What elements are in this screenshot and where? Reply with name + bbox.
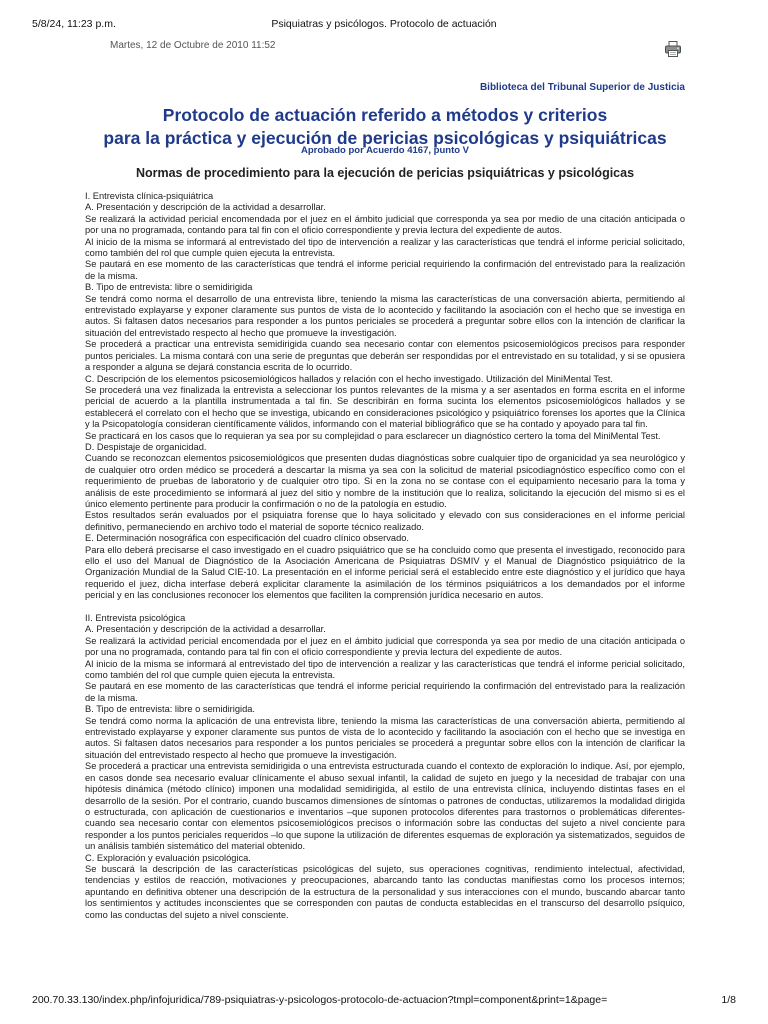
paragraph: Se tendrá como norma el desarrollo de una entrevista libre, teniendo la misma las características de una conversación abierta, permitiendo al entrevistado explayarse y exponer claramente sus puntos de vista de lo acontecido y facilitando la asociación con el hecho que se investiga en autos. Si faltasen datos necesarios para responder a los puntos periciales se procederá a preguntar sobre ellos con la intención de clarificar la situación del entrevistado respecto al hecho que promueve la investigación. [85,293,685,338]
printer-icon[interactable] [664,40,682,58]
page-title [85,104,685,150]
browser-print-header [0,0,768,36]
print-page-number: 1/8 [721,994,736,1006]
article-body [85,191,685,983]
paragraph: C. Exploración y evaluación psicológica. [85,852,251,863]
paragraph: Cuando se reconozcan elementos psicosemiológicos que presenten dudas diagnósticas sobre cualquier tipo de organicidad ya sea neurológico y de cualquier otro orden médico se procederá a descartar la misma ya sea con la solicitud de material psicodiagnóstico específico como con el requerimiento de pruebas de laboratorio y de cualquier otro tipo. Si en la zona no se contase con el equipamiento necesario para la toma y análisis de este procedimiento se informará al juez del sitio y nombre de la institución que lo realiza, solicitando la ejecución del mismo si es el único elemento pertinente para producir la confirmación o no de la patología en estudio. [85,453,685,509]
title-line-2: para la práctica y ejecución de pericias psicológicas y psiquiátricas [103,128,667,148]
paragraph: D. Despistaje de organicidad. [85,441,207,452]
print-url: 200.70.33.130/index.php/infojuridica/789-psiquiatras-y-psicologos-protocolo-de-actuacion?tmpl=component&print=1&page= [32,994,608,1006]
paragraph: B. Tipo de entrevista: libre o semidirigida [85,282,253,293]
paragraph: Se procederá a practicar una entrevista semidirigida o una entrevista estructurada cuando el contexto de exploración lo indique. Así, por ejemplo, en casos donde sea necesario evaluar clínicamente el abuso sexual infantil, la calidad de sujeto en juego y la necesidad de trabajar con una hipótesis dinámica (método clínico) imponen una modalidad semidirigida, al estilo de una entrevista clínica, incluyendo distintas fases en el desarrollo de la sesión. Por el contrario, cuando buscamos dimensiones de síntomas o patrones de conductas, utilizaremos la modalidad dirigida o estructurada, con aplicación de cuestionarios e inventarios –que suponen protocolos diferentes para trastornos o problemáticas diferentes- cuando sea necesario contar con elementos psicosemiológicos precisos o información sobre las conductas del sujeto a nivel conciente para responder a los puntos periciales requeridos –lo que supone la utilización de diferentes esquemas de exploración ya sistematizados, seguidos de un análisis también sistemático del material obtenido. [85,761,685,852]
paragraph: Para ello deberá precisarse el caso investigado en el cuadro psiquiátrico que se ha concluido como que presenta el investigado, reconocido para ello el uso del Manual de Diagnóstico de la Asociación Americana de Psiquiatras DSMIV y el Manual de Diagnóstico psiquiátrico de la Organización Mundial de la Salud CIE-10. La presentación en el informe pericial será el establecido entre este diagnóstico y el jurídico que haya requerido el juez, dicha interfase deberá explicitar claramente la asimilación de los términos psiquiátricos a los demandados por el informe pericial y en las conclusiones reconocer los elementos que faciliten la comprensión jurídica necesario en autos. [85,544,685,601]
paragraph: B. Tipo de entrevista: libre o semidirigida. [85,704,256,715]
article-date: Martes, 12 de Octubre de 2010 11:52 [110,40,276,51]
paragraph: Se procederá una vez finalizada la entrevista a seleccionar los puntos relevantes de la misma y a ser asentados en forma escrita en el informe pericial de acuerdo a la plantilla instrumentada a tal fin. Se describirán en forma sucinta los elementos psicosemiológicos hallados y se establecerá el correlato con el hecho que se investiga, ubicando en consideraciones psicológico y psiquiátrico forenses los aportes que la Clínica y la Psicopatología consideran científicamente válidos, informando con el material bibliográfico que se ha contado y apoyado para tal fin. [85,384,685,430]
paragraph: Al inicio de la misma se informará al entrevistado del tipo de intervención a realizar y las características que tendrá el informe pericial solicitado, como también del rol que cumple quien ejecuta la entrevista. [85,236,685,259]
paragraph: I. Entrevista clínica-psiquiátrica [85,191,214,201]
paragraph: Se pautará en ese momento de las características que tendrá el informe pericial requiriendo la confirmación del entrevistado para la realización de la misma. [85,259,685,281]
paragraph: Estos resultados serán evaluados por el psiquiatra forense que lo haya solicitado y elevado con sus consideraciones en el informe pericial definitivo, permaneciendo en archivo todo el material de soporte técnico realizado. [85,510,685,532]
print-page-title: Psiquiatras y psicólogos. Protocolo de actuación [271,18,497,30]
paragraph: Se pautará en ese momento de las características que tendrá el informe pericial requiriendo la confirmación del entrevistado para la realización de la misma. [85,681,685,703]
paragraph: Se practicará en los casos que lo requieran ya sea por su complejidad o para esclarecer un diagnóstico certero la toma del MiniMental Test. [85,430,661,441]
paragraph: Al inicio de la misma se informará al entrevistado del tipo de intervención a realizar y las características que tendrá el informe pericial solicitado, como también del rol que cumple quien ejecuta la entrevista. [85,658,685,681]
paragraph: Se realizará la actividad pericial encomendada por el juez en el ámbito judicial que corresponda ya sea por medio de una citación anticipada o por una no programada, contando para tal fin con el oficio correspondiente y previa lectura del expediente de autos. [85,213,685,236]
paragraph: A. Presentación y descripción de la actividad a desarrollar. [85,202,326,213]
paragraph: Se procederá a practicar una entrevista semidirigida cuando sea necesario contar con elementos psicosemiológicos precisos para responder puntos periciales. La misma contará con una serie de preguntas que deberán ser respondidas por el entrevistado en su totalidad, y si se opusiera a responder a alguna se dejará constancia escrita de lo ocurrido. [85,339,685,373]
paragraph: Se tendrá como norma la aplicación de una entrevista libre, teniendo la misma las características de una conversación abierta, permitiendo al entrevistado explayarse y exponer claramente sus puntos de vista de lo acontecido y facilitando la asociación con el hecho que se investiga en autos. Si faltasen datos necesarios para responder a los puntos periciales se procederá a preguntar sobre ellos con la intención de clarificar la situación del entrevistado respecto al hecho que promueve la investigación. [85,715,685,760]
paragraph: Se realizará la actividad pericial encomendada por el juez en el ámbito judicial que corresponda ya sea por medio de una citación anticipada o por una no programada, contando para tal fin con el oficio correspondiente y previa lectura del expediente de autos. [85,635,685,658]
title-line-1: Protocolo de actuación referido a métodos y criterios [162,105,608,125]
paragraph: A. Presentación y descripción de la actividad a desarrollar. [85,624,326,635]
section-heading: Normas de procedimiento para la ejecución de pericias psiquiátricas y psicológicas [135,166,635,180]
library-link[interactable]: Biblioteca del Tribunal Superior de Justicia [479,82,685,93]
paragraph: C. Descripción de los elementos psicosemiológicos hallados y relación con el hecho investigado. Utilización del MiniMental Test. [85,373,613,384]
paragraph: Se buscará la descripción de las características psicológicas del sujeto, sus operaciones cognitivas, rendimiento intelectual, afectividad, tendencias y estilos de reacción, motivaciones y preocupaciones, abarcando tanto las conductas manifiestas como los procesos internos; apuntando en definitiva obtener una descripción de la estructura de la personalidad y sus interacciones con el mundo, buscando abarcar tanto los sentimientos y actitudes inconscientes que se corresponden con pautas de conducta establecidas en el transcurso del desarrollo psíquico, como las conductas del sujeto a nivel consciente. [85,863,685,920]
browser-print-footer [0,994,768,1014]
paragraph: E. Determinación nosográfica con especificación del cuadro clínico observado. [85,533,410,544]
print-datetime: 5/8/24, 11:23 p.m. [32,18,116,30]
paragraph: II. Entrevista psicológica [85,613,186,624]
approval-subtitle: Aprobado por Acuerdo 4167, punto V [300,145,470,156]
